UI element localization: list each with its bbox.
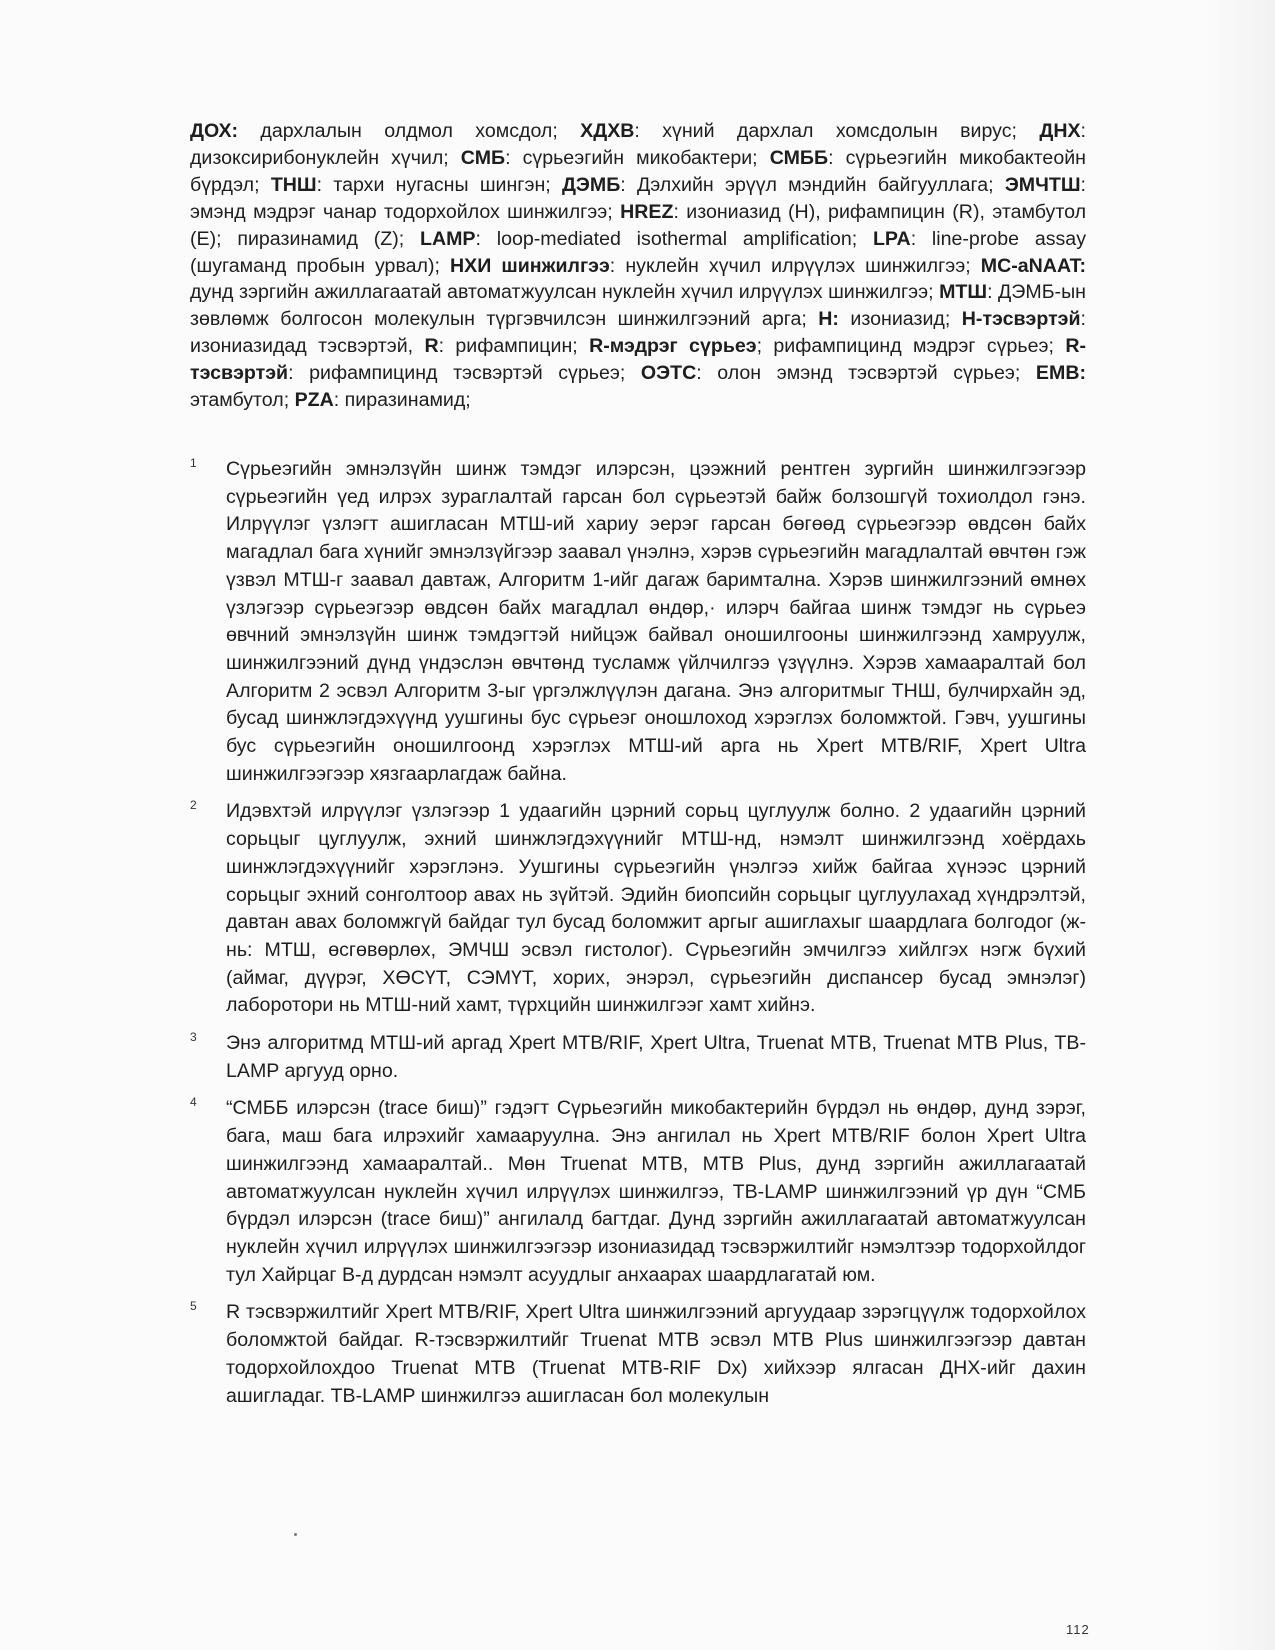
page-number: 112 bbox=[1066, 1622, 1090, 1637]
abbrev-term: EMB: bbox=[1035, 362, 1086, 385]
footnote-3 bbox=[190, 1030, 1086, 1085]
abbrev-def: : дизоксирибонуклейн хүчил; bbox=[190, 120, 1086, 169]
abbrev-def: : нуклейн хүчил илрүүлэх шинжилгээ; bbox=[609, 254, 981, 277]
abbrev-term: ДЭМБ bbox=[561, 173, 621, 196]
abbreviations-paragraph bbox=[190, 118, 1086, 414]
abbrev-term: R bbox=[424, 335, 439, 358]
footnote-number: 2 bbox=[190, 798, 197, 813]
abbrev-term: СМББ bbox=[769, 146, 829, 169]
abbrev-term: СМБ bbox=[460, 146, 506, 169]
abbrev-def: : олон эмэнд тэсвэртэй сүрьеэ; bbox=[696, 362, 1036, 385]
abbrev-term: ДОХ: bbox=[190, 120, 239, 142]
abbrev-term: ХДХВ bbox=[580, 120, 635, 142]
abbrev-def: : эмэнд мэдрэг чанар тодорхойлох шинжилгээ; bbox=[190, 173, 1086, 223]
abbrev-term: ДНХ bbox=[1039, 120, 1081, 142]
footnote-4 bbox=[190, 1095, 1086, 1289]
footnote-number: 4 bbox=[190, 1095, 197, 1110]
abbrev-def: : хүний дархлал хомсдолын вирус; bbox=[634, 120, 1040, 142]
abbrev-term: H: bbox=[818, 308, 839, 331]
abbrev-term: НХИ шинжилгээ bbox=[450, 254, 610, 277]
footnote-number: 1 bbox=[190, 456, 197, 470]
abbrev-def: : line-probe assay (шугаманд пробын урвал); bbox=[190, 227, 1087, 277]
abbrev-term: МТШ bbox=[939, 281, 988, 304]
page-edge-shadow bbox=[1205, 0, 1275, 1650]
abbrev-def: : рифампицинд тэсвэртэй сүрьеэ; bbox=[288, 362, 641, 385]
footnote-text: Энэ алгоритмд МТШ-ий аргад Xpert MTB/RIF, Xpert Ultra, Truenat MTB, Truenat MTB Plus, TB-LAMP аргууд орно. bbox=[226, 1032, 1086, 1082]
abbrev-def: ; рифампицинд мэдрэг сүрьеэ; bbox=[756, 335, 1066, 358]
footnote-text: R тэсвэржилтийг Xpert MTB/RIF, Xpert Ultra шинжилгээний аргуудаар зэрэгцүүлж тодорхойлох боломжтой байдаг. R-тэсвэржилтийг Truenat MTB эсвэл MTB Plus шинжилгээгээр давтан тодорхойлохдоо Truenat MTB (Truenat MTB-RIF Dx) хийхээр ялгасан ДНХ-ийг дахин ашигладаг. TB-LAMP шинжилгээ ашигласан бол молекулын bbox=[226, 1301, 1086, 1407]
abbrev-term: LAMP bbox=[419, 227, 476, 250]
abbrev-term: PZA bbox=[294, 389, 334, 412]
abbrev-term: ТНШ bbox=[270, 173, 317, 196]
footnote-5 bbox=[190, 1299, 1086, 1410]
abbrev-def: : сүрьеэгийн микобактери; bbox=[505, 146, 770, 169]
abbrev-def: изониазид; bbox=[838, 308, 962, 331]
scan-speck bbox=[294, 1533, 297, 1536]
abbrev-term: H-тэсвэртэй bbox=[961, 308, 1081, 331]
abbrev-term: R-мэдрэг сүрьеэ bbox=[589, 335, 757, 358]
footnote-text: Идэвхтэй илрүүлэг үзлэгээр 1 удаагийн цэрний сорьц цуглуулж болно. 2 удаагийн цэрний сорьцыг цуглуулж, эхний шинжлэгдэхүүнийг МТШ-нд, нэмэлт шинжилгээнд хоёрдахь шинжлэгдэхүүнийг хэрэглэнэ. Уушгины сүрьеэгийн үнэлгээ хийж байгаа хүнээс цэрний сорьцыг эхний сонголтоор авах нь зүйтэй. Эдийн биопсийн сорьцыг цуглуулахад хүндрэлтэй, давтан авах боломжгүй байдаг тул бусад боломжит аргыг ашиглахыг шаардлага болгодог (ж-нь: МТШ, өсгөвөрлөх, ЭМЧШ эсвэл гистолог). Сүрьеэгийн эмчилгээ хийлгэх нэгж бүхий (аймаг, дүүрэг, ХӨСҮТ, СЭМҮТ, хорих, энэрэл, сүрьеэгийн диспансер бусад эмнэлэг) лаборотори нь МТШ-ний хамт, түрхцийн шинжилгээг хамт хийнэ. bbox=[226, 800, 1086, 1017]
abbrev-def: : loop-mediated isothermal amplification; bbox=[475, 227, 873, 250]
abbrev-term: ОЭТС bbox=[640, 362, 697, 385]
footnotes-list bbox=[190, 456, 1086, 1420]
abbrev-def: : изониазидад тэсвэртэй, bbox=[190, 308, 1086, 358]
abbrev-def: этамбутол; bbox=[190, 389, 295, 412]
abbrev-def: дунд зэргийн ажиллагаатай автоматжуулсан нуклейн хүчил илрүүлэх шинжилгээ; bbox=[190, 281, 940, 304]
abbrev-def: : пиразинамид; bbox=[333, 389, 471, 412]
footnote-1 bbox=[190, 456, 1086, 788]
footnote-number: 3 bbox=[190, 1030, 197, 1045]
abbrev-def: : рифампицин; bbox=[438, 335, 590, 358]
abbrev-term: HREZ bbox=[620, 200, 674, 223]
abbrev-def: дархлалын олдмол хомсдол; bbox=[238, 120, 581, 142]
footnote-text: Сүрьеэгийн эмнэлзүйн шинж тэмдэг илэрсэн, цээжний рентген зургийн шинжилгээгээр сүрьеэгийн үед илрэх зураглалтай гарсан бол сүрьеэтэй байж болзошгүй тохиолдол гэнэ. Илрүүлэг үзлэгт ашигласан МТШ-ий хариу эерэг гарсан бөгөөд сүрьеэгээр өвдсөн байх магадлал бага хүнийг эмнэлзүйгээр заавал үнэлнэ, хэрэв сүрьеэгийн магадлалтай өвчтөн гэж үзвэл МТШ-г заавал давтаж, Алгоритм 1-ийг дагаж баримтална. Хэрэв шинжилгээний өмнөх үзлэгээр сүрьеэгээр өвдсөн байх магадлал өндөр,· илэрч байгаа шинж тэмдэг нь сүрьеэ өвчний эмнэлзүйн шинж тэмдэгтэй нийцэж байвал оношилгооны шинжилгээнд хамруулж, шинжилгээний дүнд үндэслэн өвчтөнд тусламж үйлчилгээ үзүүлнэ. Хэрэв хамааралтай бол Алгоритм 2 эсвэл Алгоритм 3-ыг үргэлжлүүлэн дагана. Энэ алгоритмыг ТНШ, булчирхайн эд, бусад шинжлэгдэхүүнд уушгины бус сүрьеэг оношлоход хэрэглэх боломжтой. Гэвч, уушгины бус сүрьеэгийн оношилгоонд хэрэглэх МТШ-ий арга нь Xpert MTB/RIF, Xpert Ultra шинжилгээгээр хязгаарлагдаж байна. bbox=[226, 458, 1086, 785]
footnote-2 bbox=[190, 798, 1086, 1020]
abbrev-def: : изониазид (H), рифампицин (R), этамбутол (E); пиразинамид (Z); bbox=[190, 200, 1086, 250]
abbrev-term: LPA bbox=[872, 227, 911, 250]
abbrev-def: : ДЭМБ-ын зөвлөмж болгосон молекулын түргэвчилсэн шинжилгээний арга; bbox=[190, 281, 1086, 331]
abbrev-def: : тархи нугасны шингэн; bbox=[316, 173, 562, 196]
footnote-text: “СМББ илэрсэн (trace биш)” гэдэгт Сүрьеэгийн микобактерийн бүрдэл нь өндөр, дунд зэрэг, бага, маш бага илрэхийг хамааруулна. Энэ ангилал нь Xpert MTB/RIF болон Xpert Ultra шинжилгээнд хамааралтай.. Мөн Truenat MTB, MTB Plus, дунд зэргийн ажиллагаатай автоматжуулсан нуклейн хүчил илрүүлэх шинжилгээ, TB-LAMP шинжилгээний үр дүн “СМБ бүрдэл илэрсэн (trace биш)” ангилалд багтдаг. Дунд зэргийн ажиллагаатай автоматжуулсан нуклейн хүчил илрүүлэх шинжилгээгээр изониазидад тэсвэржилтийг нэмэлтээр тодорхойлдог тул Хайрцаг В-д дурдсан нэмэлт асуудлыг анхаарах шаардлагатай юм. bbox=[226, 1097, 1086, 1286]
abbrev-def: : сүрьеэгийн микобактеойн бүрдэл; bbox=[190, 146, 1086, 196]
footnote-number: 5 bbox=[190, 1299, 197, 1314]
abbrev-def: : Дэлхийн эрүүл мэндийн байгууллага; bbox=[620, 173, 1005, 196]
abbrev-term: R-тэсвэртэй bbox=[190, 335, 1086, 385]
abbrev-term: MC-aNAAT: bbox=[980, 254, 1086, 277]
abbrev-term: ЭМЧТШ bbox=[1004, 173, 1081, 196]
